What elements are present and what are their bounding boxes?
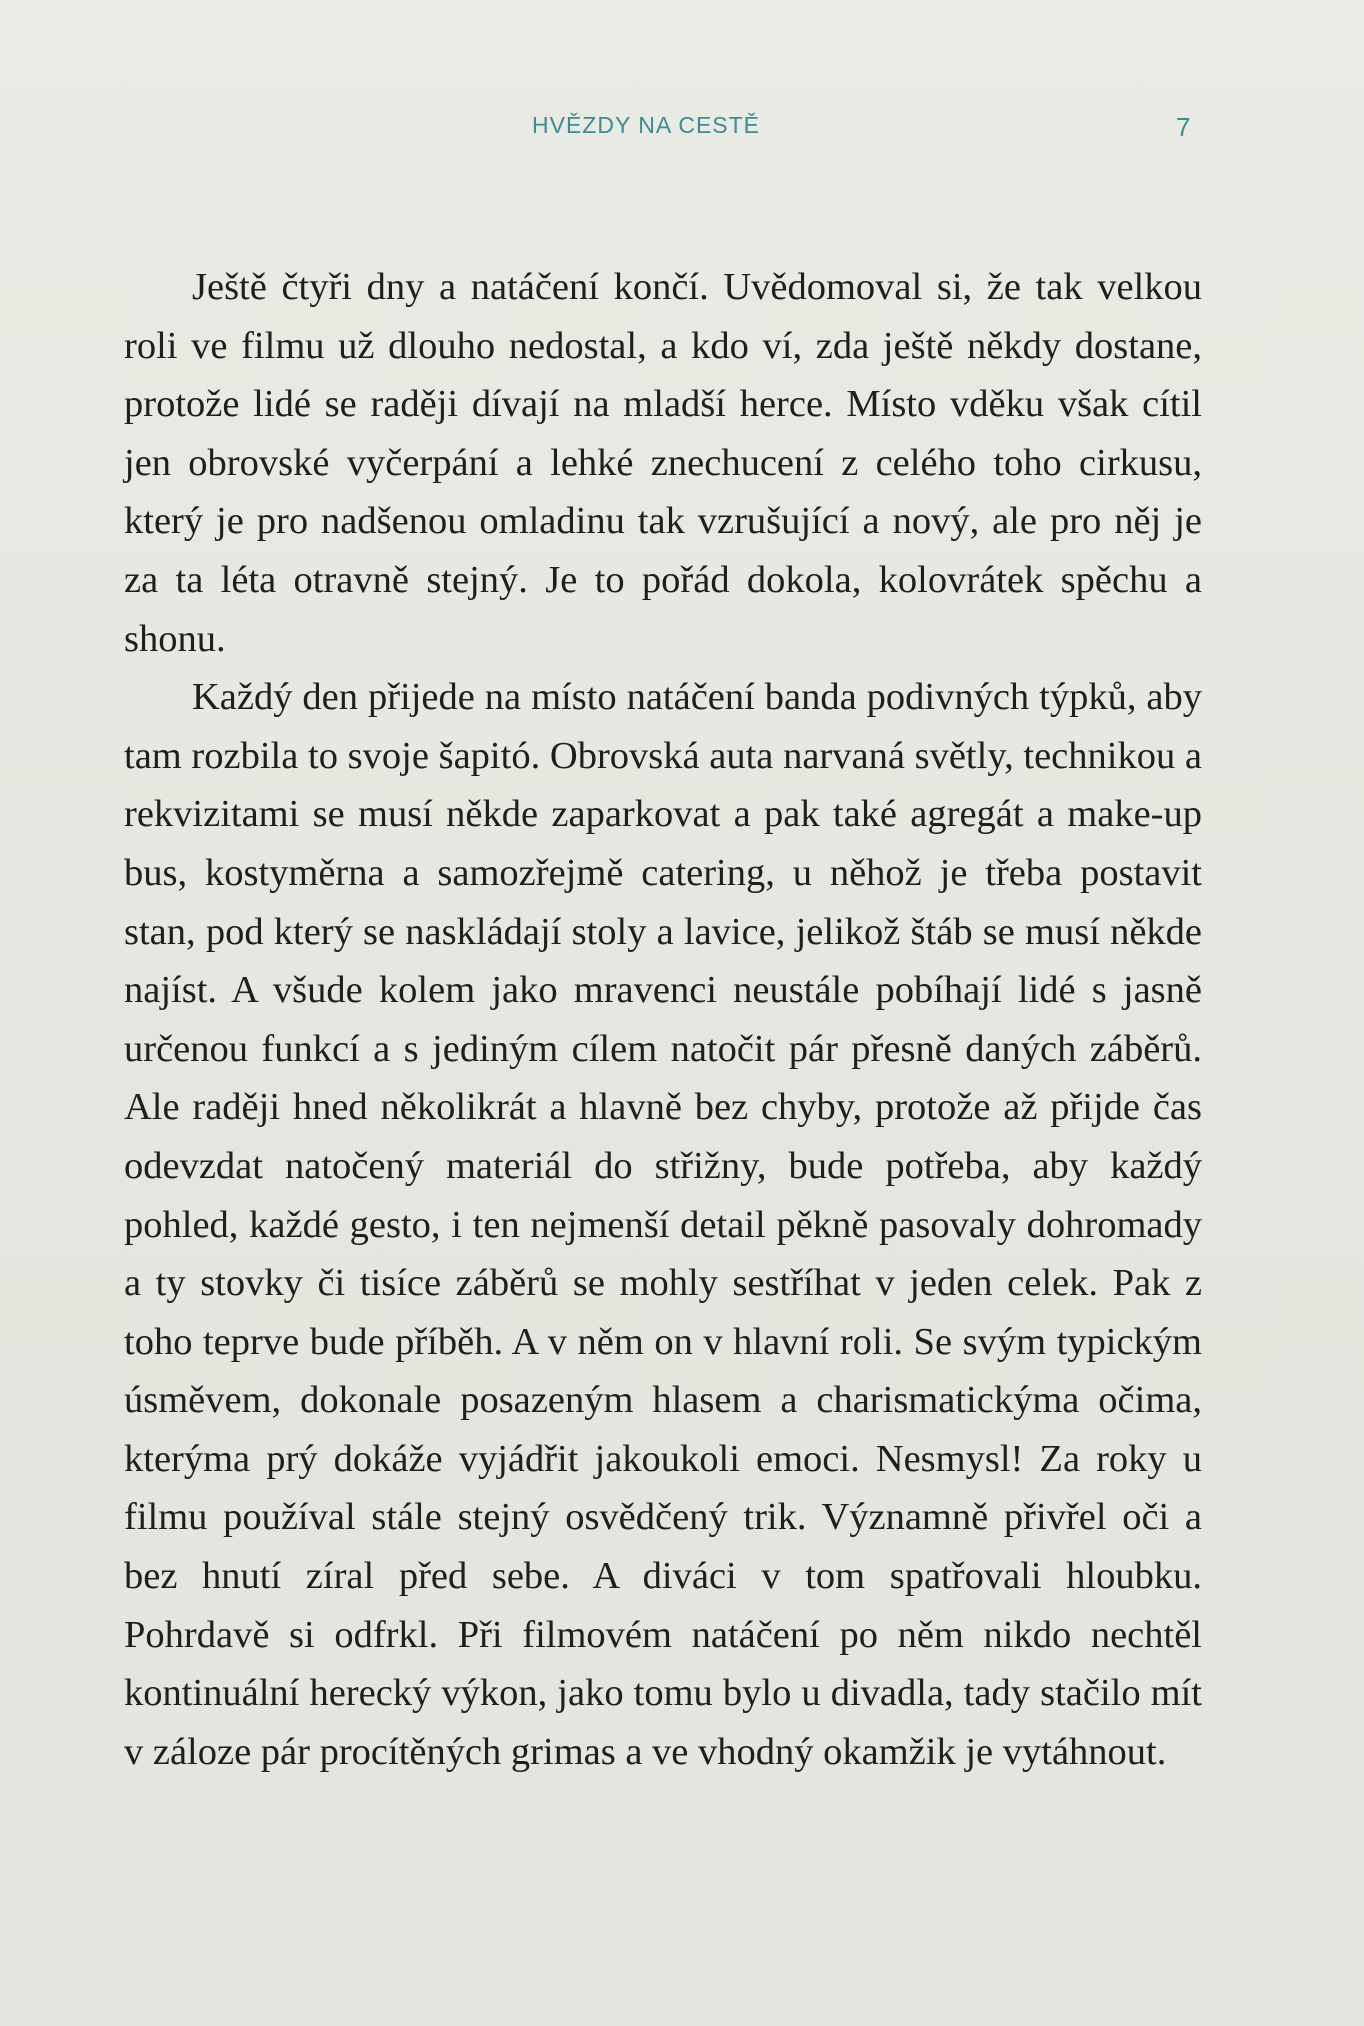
- running-head: [0, 112, 1364, 152]
- page-number: 7: [1176, 112, 1191, 142]
- body-text: [124, 258, 1202, 1781]
- running-title: HVĚZDY NA CESTĚ: [532, 112, 761, 138]
- paragraph-1: Ještě čtyři dny a natáčení končí. Uvědomoval si, že tak velkou roli ve filmu už dlouho nedostal, a kdo ví, zda ještě někdy dostane, protože lidé se raději dívají na mladší herce. Místo vděku však cítil jen obrovské vyčerpání a lehké znechucení z celého toho cirkusu, který je pro nadšenou omladinu tak vzrušující a nový, ale pro něj je za ta léta otravně stejný. Je to pořád dokola, kolovrátek spěchu a shonu.: [124, 266, 1202, 660]
- paragraph-2: Každý den přijede na místo natáčení banda podivných týpků, aby tam rozbila to svoje šapitó. Obrovská auta narvaná světly, technikou a rekvizitami se musí někde zaparkovat a pak také agregát a make-up bus, kostyměrna a samozřejmě catering, u něhož je třeba postavit stan, pod který se naskládají stoly a lavice, jelikož štáb se musí někde najíst. A všude kolem jako mravenci neustále pobíhají lidé s jasně určenou funkcí a s jediným cílem natočit pár přesně daných záběrů. Ale raději hned několikrát a hlavně bez chyby, protože až přijde čas odevzdat natočený materiál do střižny, bude potřeba, aby každý pohled, každé gesto, i ten nejmenší detail pěkně pasovaly dohromady a ty stovky či tisíce záběrů se mohly sestříhat v jeden celek. Pak z toho teprve bude příběh. A v něm on v hlavní roli. Se svým typickým úsměvem, dokonale posazeným hlasem a charismatickýma očima, kterýma prý dokáže vyjádřit jakoukoli emoci. Nesmysl! Za roky u filmu používal stále stejný osvědčený trik. Významně přivřel oči a bez hnutí zíral před sebe. A diváci v tom spatřovali hloubku. Pohrdavě si odfrkl. Při filmovém natáčení po něm nikdo nechtěl kontinuální herecký výkon, jako tomu bylo u divadla, tady stačilo mít v záloze pár procítěných grimas a ve vhodný okamžik je vytáhnout.: [124, 676, 1202, 1773]
